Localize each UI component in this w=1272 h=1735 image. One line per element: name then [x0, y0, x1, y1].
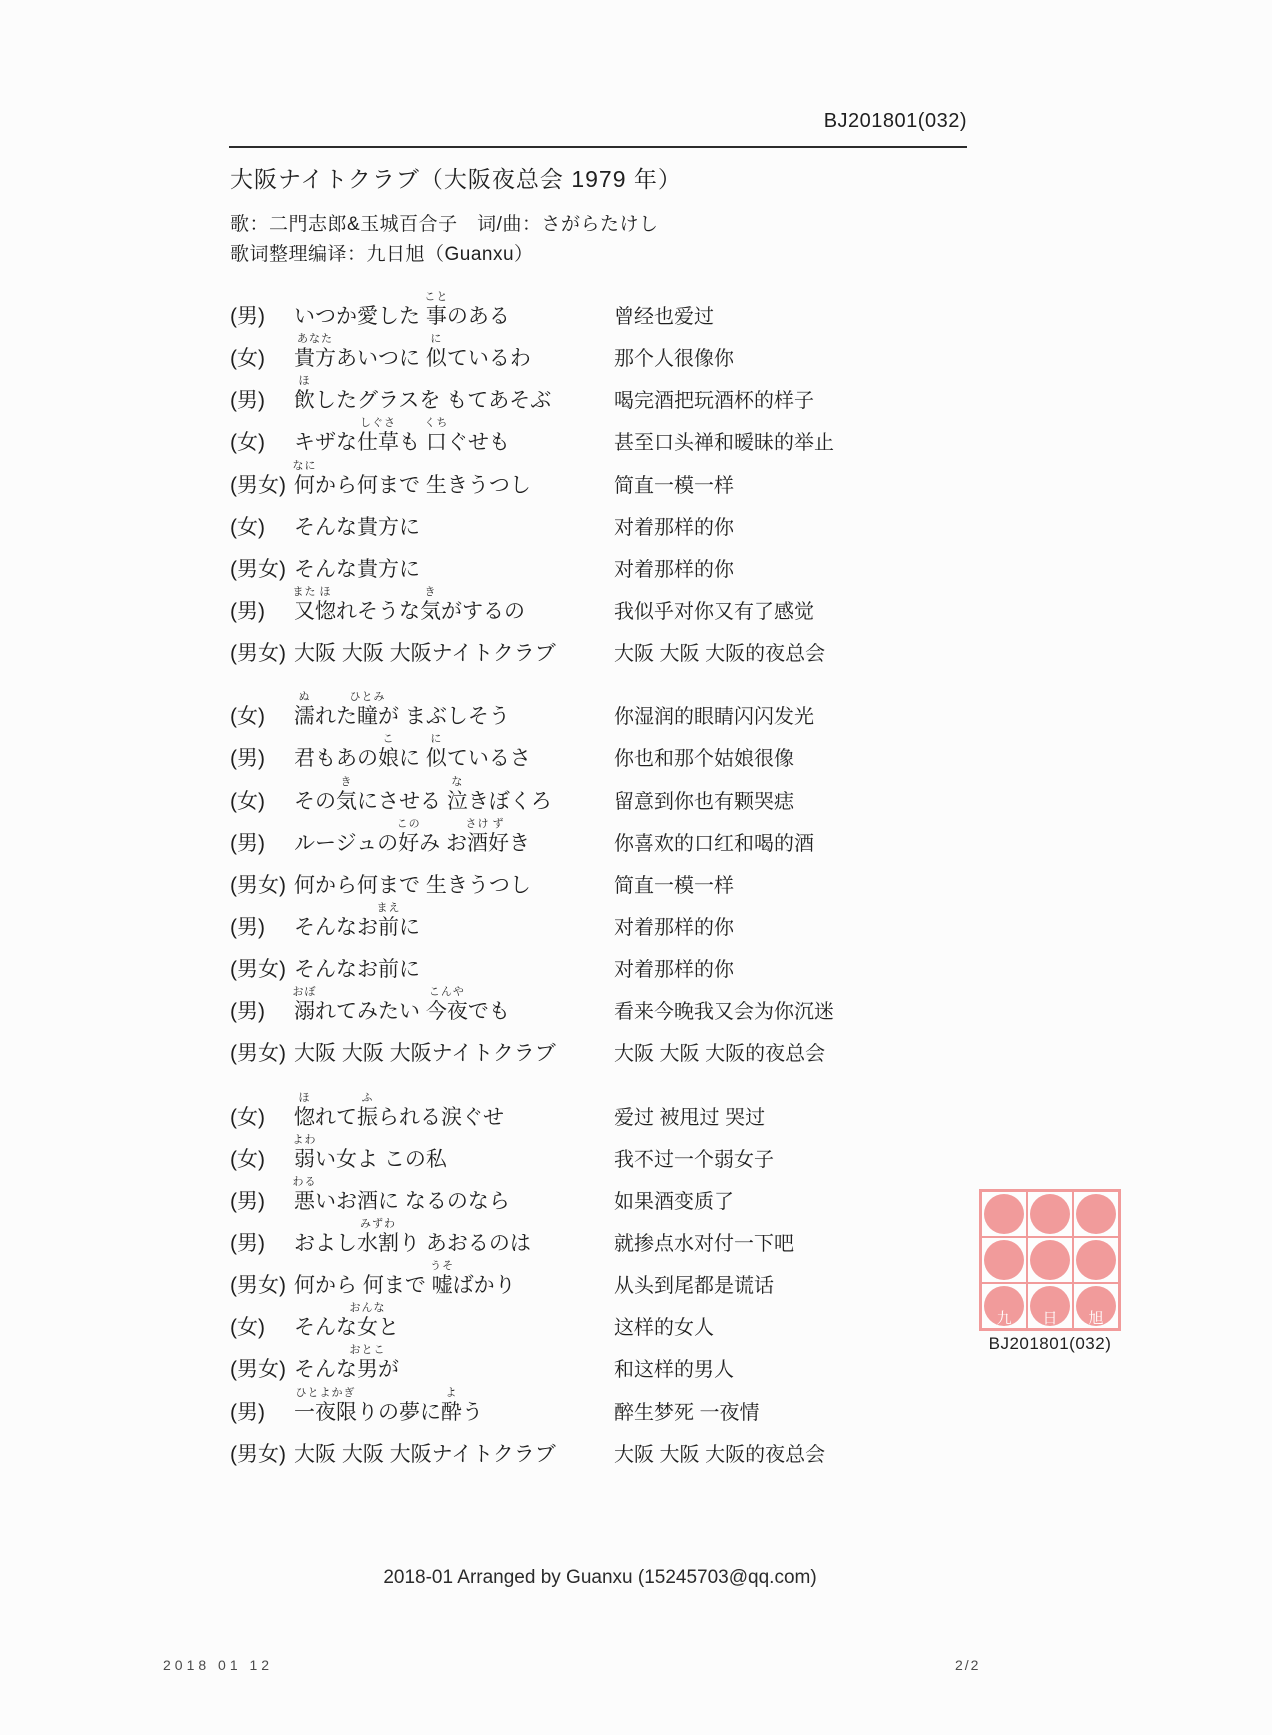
stanza [230, 292, 1050, 666]
seal-cell [1027, 1237, 1073, 1283]
furigana: あなた [297, 333, 333, 346]
speaker-label: (男) [230, 915, 265, 939]
lyric-segment: みずわ 水割 [357, 1217, 399, 1255]
lyric-segment: ず 好 [488, 817, 510, 855]
lyric-line [230, 903, 1050, 940]
lyric-segment: そんなお前に [294, 958, 420, 982]
lyric-line [230, 418, 1050, 455]
lyric-line [230, 334, 1050, 371]
furigana: ぬ [298, 691, 311, 704]
lyric-segment: いつか愛した [294, 305, 426, 328]
furigana: みずわ [360, 1217, 396, 1230]
credits-translator: 歌词整理编译：九日旭（Guanxu） [230, 244, 534, 265]
lyric-segment: い女よ この私 [315, 1147, 447, 1171]
lyric-segment: な 泣 [446, 775, 468, 813]
lyric-segment: よ 酔 [441, 1386, 462, 1424]
lyric-segment: こ 娘 [378, 733, 399, 771]
lyric-segment: そんな [294, 1358, 357, 1382]
lyric-line [230, 692, 1050, 729]
seal-char: 日 [1042, 1310, 1058, 1327]
lyric-segment: 君もあの [294, 747, 378, 771]
speaker-label: (男女) [230, 642, 286, 666]
lyric-segment: られる涙ぐせ [378, 1105, 504, 1129]
lyric-chinese: 大阪 大阪 大阪的夜总会 [614, 643, 826, 666]
lyric-segment: いお酒に なるのなら [315, 1189, 510, 1213]
lyric-line [230, 819, 1050, 856]
lyric-chinese: 如果酒变质了 [614, 1190, 734, 1213]
speaker-label: (男) [230, 1400, 265, 1424]
lyric-line [230, 861, 1050, 898]
lyric-chinese: 爱过 被甩过 哭过 [614, 1106, 766, 1129]
lyric-japanese [294, 516, 614, 540]
speaker-label: (女) [230, 347, 265, 371]
lyric-japanese [294, 558, 614, 582]
lyric-line [230, 777, 1050, 814]
lyric-segment: に [399, 915, 420, 939]
furigana: おとこ [349, 1344, 386, 1357]
lyric-line [230, 1345, 1050, 1382]
lyric-line [230, 461, 1050, 498]
furigana: ひとよかぎ [295, 1386, 356, 1399]
lyric-segment: りの夢に [357, 1400, 441, 1424]
seal-cell [1073, 1283, 1119, 1329]
speaker-label: (女) [230, 515, 265, 539]
furigana: に [430, 333, 443, 346]
lyric-segment: 大阪 大阪 大阪ナイトクラブ [294, 1442, 556, 1466]
lyric-segment: でも [467, 1000, 510, 1024]
furigana: ほ [298, 1091, 311, 1104]
furigana: おぼ [292, 986, 317, 999]
furigana: ほ [298, 375, 311, 388]
lyric-segment: さけ 酒 [465, 817, 490, 855]
seal-caption: BJ201801(032) [988, 1334, 1112, 1353]
lyric-japanese [294, 691, 614, 729]
speaker-label: (女) [230, 789, 265, 813]
speaker-label: (男) [230, 1000, 265, 1024]
lyric-chinese: 喝完酒把玩酒杯的样子 [614, 390, 814, 413]
lyric-segment: のある [446, 305, 510, 328]
lyric-segment: そんな貴方に [294, 557, 420, 581]
lyric-segment: ルージュの [294, 831, 399, 855]
lyric-segment: う [462, 1400, 483, 1424]
lyric-segment: り あおるのは [399, 1231, 531, 1255]
lyric-japanese [294, 1386, 614, 1425]
furigana: よ [445, 1386, 458, 1399]
lyric-japanese [292, 585, 614, 624]
furigana: こんや [428, 986, 465, 999]
lyric-japanese [294, 375, 614, 413]
furigana: わる [292, 1175, 317, 1188]
lyric-segment: ほ 惚 [294, 1091, 315, 1129]
lyric-japanese [292, 459, 614, 498]
lyric-chinese: 曾经也爱过 [614, 306, 714, 328]
seal-circle [1030, 1240, 1070, 1280]
seal-cell [981, 1283, 1027, 1329]
footer-note: 2018-01 Arranged by Guanxu (15245703@qq.com) [383, 1567, 817, 1588]
speaker-label: (男) [230, 1189, 265, 1213]
lyric-segment: ひとみ 瞳 [349, 691, 386, 729]
furigana: さけ [465, 817, 490, 830]
speaker-label: (女) [230, 431, 265, 455]
speaker-label: (男) [230, 305, 265, 328]
lyric-segment: 何から 何まで [294, 1274, 432, 1298]
lyric-japanese [294, 1344, 614, 1382]
lyric-segment: よわ 弱 [292, 1133, 317, 1171]
seal-cell [981, 1191, 1027, 1237]
lyric-segment: うそ 嘘 [430, 1260, 455, 1298]
lyric-line [230, 503, 1050, 540]
lyric-segment: ばかり [452, 1274, 516, 1298]
speaker-label: (女) [230, 1316, 265, 1340]
seal-cell [1027, 1283, 1073, 1329]
lyric-segment: そんな貴方に [294, 515, 420, 539]
lyric-line [230, 1430, 1050, 1467]
lyric-segment: 大阪 大阪 大阪ナイトクラブ [294, 1042, 556, 1066]
speaker-label: (男) [230, 599, 265, 623]
lyric-japanese [294, 642, 614, 666]
lyric-japanese [292, 1175, 614, 1214]
furigana: しぐさ [360, 417, 396, 430]
lyric-line [230, 734, 1050, 771]
lyric-segment: ひとよかぎ 一夜限 [294, 1386, 357, 1424]
furigana: まえ [376, 901, 401, 914]
lyric-segment: そんなお [294, 915, 378, 939]
lyric-segment: 大阪 大阪 大阪ナイトクラブ [294, 642, 556, 666]
lyric-segment: したグラスを もてあそぶ [315, 389, 552, 413]
lyric-line [230, 1093, 1050, 1130]
lyrics [230, 292, 1050, 1472]
lyric-line [230, 1135, 1050, 1172]
lyric-chinese: 我不过一个弱女子 [614, 1148, 774, 1171]
seal-cell [981, 1237, 1027, 1283]
lyric-segment: こと 事 [424, 291, 449, 328]
furigana: ほ [319, 585, 332, 598]
lyric-segment: あいつに [336, 347, 426, 371]
lyric-chinese: 甚至口头禅和暧昧的举止 [614, 432, 834, 455]
lyric-segment: み お [419, 831, 468, 855]
page-number: 2/2 [955, 1657, 981, 1673]
lyric-chinese: 对着那样的你 [614, 516, 734, 539]
lyric-segment: こんや 今夜 [425, 986, 468, 1024]
lyric-segment: に 似 [425, 333, 447, 371]
lyric-segment: キザな [294, 431, 357, 455]
footer-date: 2018 01 12 [163, 1657, 274, 1673]
lyric-line [230, 1177, 1050, 1214]
seal-circle [1076, 1194, 1116, 1234]
lyric-chinese: 对着那样的你 [614, 558, 734, 581]
lyric-line [230, 1388, 1050, 1425]
lyric-chinese: 你喜欢的口红和喝的酒 [614, 832, 814, 855]
lyric-segment: くち 口 [424, 417, 449, 455]
speaker-label: (男女) [230, 473, 286, 497]
lyric-japanese [294, 1091, 614, 1130]
lyric-line [230, 629, 1050, 666]
credits-performers: 歌：二門志郎&玉城百合子 词/曲：さがらたけし [230, 214, 659, 235]
furigana: よわ [292, 1133, 317, 1146]
lyric-segment: なに 何 [292, 459, 317, 497]
furigana: ひとみ [349, 691, 386, 704]
lyric-japanese [294, 291, 614, 329]
seal-circle [984, 1194, 1024, 1234]
lyric-segment: れそうな [336, 599, 420, 623]
speaker-label: (女) [230, 705, 265, 729]
lyric-chinese: 这样的女人 [614, 1317, 714, 1340]
header-rule [229, 146, 967, 148]
lyric-segment: おんな 女 [349, 1302, 386, 1340]
lyric-segment: き 気 [420, 585, 441, 623]
lyric-chinese: 和这样的男人 [614, 1359, 734, 1382]
seal-circle [1076, 1240, 1116, 1280]
lyric-line [230, 1219, 1050, 1256]
lyric-line [230, 1261, 1050, 1298]
lyric-japanese [294, 901, 614, 940]
lyric-line [230, 987, 1050, 1024]
furigana: こと [424, 291, 449, 303]
seal-circle [984, 1240, 1024, 1280]
lyric-segment: この 好 [396, 817, 421, 855]
seal-cell [1027, 1191, 1073, 1237]
lyric-segment: も [399, 431, 426, 455]
furigana: うそ [430, 1260, 455, 1273]
lyric-japanese [294, 417, 614, 455]
furigana: き [424, 585, 437, 598]
lyric-japanese [292, 1133, 614, 1172]
furigana: くち [424, 417, 449, 430]
speaker-label: (男) [230, 1231, 265, 1255]
speaker-label: (男女) [230, 958, 286, 982]
seal-cell [1073, 1237, 1119, 1283]
lyric-segment: およし [294, 1231, 357, 1255]
lyric-chinese: 就掺点水对付一下吧 [614, 1232, 794, 1255]
lyric-segment: がするの [441, 599, 525, 623]
furigana: に [430, 733, 443, 746]
lyric-japanese [294, 1443, 614, 1467]
lyric-segment: れて [315, 1105, 357, 1129]
lyric-chinese: 看来今晚我又会为你沉迷 [614, 1001, 834, 1024]
lyric-segment: ぬ 濡 [294, 691, 315, 729]
lyric-chinese: 大阪 大阪 大阪的夜总会 [614, 1443, 826, 1466]
lyric-segment: に [399, 747, 426, 771]
lyric-japanese [294, 874, 614, 898]
lyric-japanese [294, 1260, 614, 1298]
lyric-segment: ているわ [446, 347, 531, 371]
lyric-segment: あなた 貴方 [294, 333, 336, 371]
lyric-chinese: 简直一模一样 [614, 874, 734, 897]
seal-circle [1030, 1194, 1070, 1234]
lyric-segment: と [378, 1316, 399, 1340]
speaker-label: (男女) [230, 873, 286, 897]
lyric-segment: れてみたい [315, 1000, 426, 1024]
lyric-chinese: 那个人很像你 [614, 348, 734, 371]
lyric-japanese [294, 1042, 614, 1066]
furigana: なに [292, 459, 317, 472]
lyric-chinese: 从头到尾都是谎话 [614, 1275, 774, 1298]
furigana: な [451, 775, 464, 788]
lyric-segment: れた [315, 705, 357, 729]
lyric-line [230, 376, 1050, 413]
seal-char: 九 [996, 1310, 1012, 1327]
lyric-japanese [294, 733, 614, 771]
lyric-segment: そんな [294, 1316, 357, 1340]
speaker-label: (男) [230, 831, 265, 855]
lyric-line [230, 545, 1050, 582]
lyric-line [230, 945, 1050, 982]
furigana: おんな [349, 1302, 386, 1315]
lyric-line [230, 1029, 1050, 1066]
doc-id: BJ201801(032) [823, 110, 967, 132]
lyric-segment: ぐせも [446, 431, 510, 455]
lyric-chinese: 对着那样的你 [614, 916, 734, 939]
speaker-label: (男女) [230, 1442, 286, 1466]
lyric-segment: まえ 前 [376, 901, 401, 939]
speaker-label: (男) [230, 747, 265, 771]
lyric-segment: 何から何まで 生きうつし [294, 873, 531, 897]
furigana: ふ [361, 1091, 374, 1104]
lyric-segment: また 又 [292, 585, 317, 623]
lyric-segment: き [509, 831, 531, 855]
lyric-japanese [294, 958, 614, 982]
lyric-japanese [292, 986, 614, 1024]
lyric-line [230, 587, 1050, 624]
lyric-japanese [294, 775, 614, 814]
lyric-chinese: 你也和那个姑娘很像 [614, 748, 794, 771]
speaker-label: (男) [230, 389, 265, 413]
lyric-segment: が まぶしそう [378, 705, 510, 729]
lyric-chinese: 对着那样的你 [614, 959, 734, 982]
speaker-label: (男女) [230, 1274, 286, 1298]
lyric-line [230, 1303, 1050, 1340]
lyric-japanese [294, 817, 614, 856]
lyric-chinese: 我似乎对你又有了感觉 [614, 600, 814, 623]
seal-cell [1073, 1191, 1119, 1237]
stanza [230, 692, 1050, 1066]
lyric-segment: わる 悪 [292, 1175, 317, 1213]
lyric-segment: から何まで 生きうつし [315, 473, 531, 497]
speaker-label: (男女) [230, 1358, 286, 1382]
lyric-segment: おとこ 男 [349, 1344, 386, 1382]
lyric-segment: にさせる [357, 789, 447, 813]
lyric-segment: ているさ [446, 747, 531, 771]
speaker-label: (男女) [230, 1042, 286, 1066]
lyric-chinese: 醉生梦死 一夜情 [614, 1401, 760, 1424]
lyric-japanese [294, 333, 614, 371]
lyric-segment: き 気 [336, 775, 357, 813]
lyric-segment: が [378, 1358, 399, 1382]
lyric-segment: きぼくろ [467, 789, 552, 813]
furigana: また [292, 585, 317, 598]
seal-stamp [976, 1189, 1124, 1354]
lyric-chinese: 大阪 大阪 大阪的夜总会 [614, 1043, 826, 1066]
lyric-segment: ほ 惚 [315, 585, 336, 623]
lyric-japanese [294, 1217, 614, 1256]
lyric-chinese: 你湿润的眼睛闪闪发光 [614, 706, 814, 729]
speaker-label: (女) [230, 1147, 265, 1171]
lyric-segment: ほ 飲 [294, 375, 315, 413]
furigana: き [340, 775, 353, 788]
furigana: この [396, 817, 421, 830]
seal-char: 旭 [1088, 1310, 1104, 1327]
speaker-label: (女) [230, 1105, 265, 1129]
lyric-line [230, 292, 1050, 329]
furigana: こ [382, 733, 395, 746]
lyric-segment: おぼ 溺 [292, 986, 317, 1024]
song-title: 大阪ナイトクラブ（大阪夜总会 1979 年） [230, 166, 682, 192]
lyric-japanese [294, 1302, 614, 1340]
stanza [230, 1093, 1050, 1467]
speaker-label: (男女) [230, 557, 286, 581]
furigana: ず [492, 817, 505, 830]
lyric-segment: ふ 振 [357, 1091, 378, 1129]
lyric-chinese: 留意到你也有颗哭痣 [614, 790, 794, 813]
seal-grid [979, 1189, 1121, 1331]
lyric-segment: に 似 [425, 733, 447, 771]
lyric-segment: その [294, 789, 336, 813]
lyric-segment: しぐさ 仕草 [357, 417, 399, 455]
lyric-chinese: 简直一模一样 [614, 474, 734, 497]
